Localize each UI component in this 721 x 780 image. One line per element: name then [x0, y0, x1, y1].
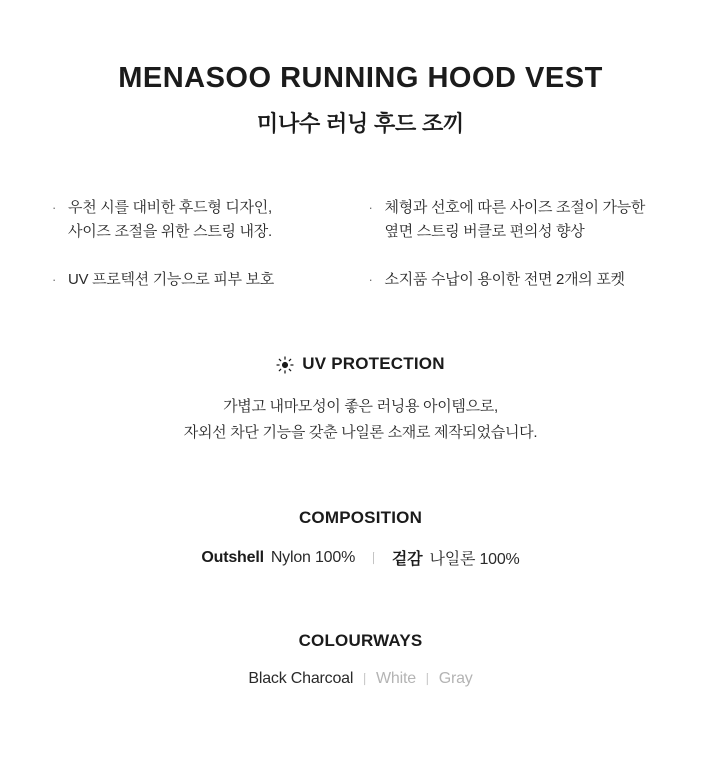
feature-column-left — [52, 196, 361, 292]
composition-label-en: Outshell — [201, 548, 264, 566]
feature-text-line: 체형과 선호에 따른 사이즈 조절이 가능한 — [384, 199, 646, 217]
feature-text — [379, 196, 646, 244]
title-block — [0, 0, 721, 138]
page-title-ko: 미나수 러닝 후드 조끼 — [256, 111, 465, 137]
list-item — [52, 196, 355, 244]
list-item — [369, 268, 670, 292]
bullet-dot-icon: · — [368, 272, 373, 288]
colourway-option[interactable]: Gray — [438, 669, 473, 687]
bullet-dot-icon: · — [52, 272, 57, 288]
colourways-section — [0, 631, 721, 688]
feature-text-line: UV 프로텍션 기능으로 피부 보호 — [68, 271, 274, 289]
uv-protection-body-line: 자외선 차단 기능을 갖춘 나일론 소재로 제작되었습니다. — [183, 424, 538, 442]
feature-text-line: 옆면 스트링 버클로 편의성 향상 — [384, 223, 585, 241]
sun-icon — [276, 356, 294, 374]
uv-protection-heading — [276, 354, 444, 374]
composition-label-ko: 겉감 — [391, 551, 423, 569]
colourways-divider: 丨 — [420, 672, 434, 688]
colourway-option[interactable]: Black Charcoal — [248, 669, 354, 687]
feature-text — [379, 268, 625, 292]
feature-text-line: 소지품 수납이 용이한 전면 2개의 포켓 — [384, 271, 625, 289]
composition-value-en: Nylon 100% — [270, 548, 356, 566]
composition-divider: 丨 — [367, 551, 380, 567]
uv-protection-label: UV PROTECTION — [302, 354, 445, 374]
colourways-divider: 丨 — [358, 672, 372, 688]
composition-value-ko: 나일론 100% — [429, 551, 520, 569]
feature-text — [62, 196, 272, 244]
feature-text-line: 우천 시를 대비한 후드형 디자인, — [68, 199, 272, 217]
feature-list — [0, 196, 721, 292]
bullet-dot-icon: · — [52, 200, 57, 216]
feature-text — [62, 268, 274, 292]
bullet-dot-icon: · — [368, 200, 373, 216]
colourway-option[interactable]: White — [376, 669, 416, 687]
composition-row — [0, 546, 721, 569]
uv-protection-section — [0, 354, 721, 446]
page-title-en: MENASOO RUNNING HOOD VEST — [118, 62, 603, 94]
list-item — [369, 196, 670, 244]
composition-title: COMPOSITION — [298, 508, 423, 528]
feature-text-line: 사이즈 조절을 위한 스트링 내장. — [68, 223, 272, 241]
composition-section — [0, 508, 721, 569]
colourways-row — [0, 669, 721, 688]
feature-column-right — [361, 196, 670, 292]
uv-protection-body — [0, 394, 721, 446]
list-item — [52, 268, 355, 292]
colourways-title: COLOURWAYS — [298, 631, 423, 651]
uv-protection-body-line: 가볍고 내마모성이 좋은 러닝용 아이템으로, — [223, 398, 498, 416]
